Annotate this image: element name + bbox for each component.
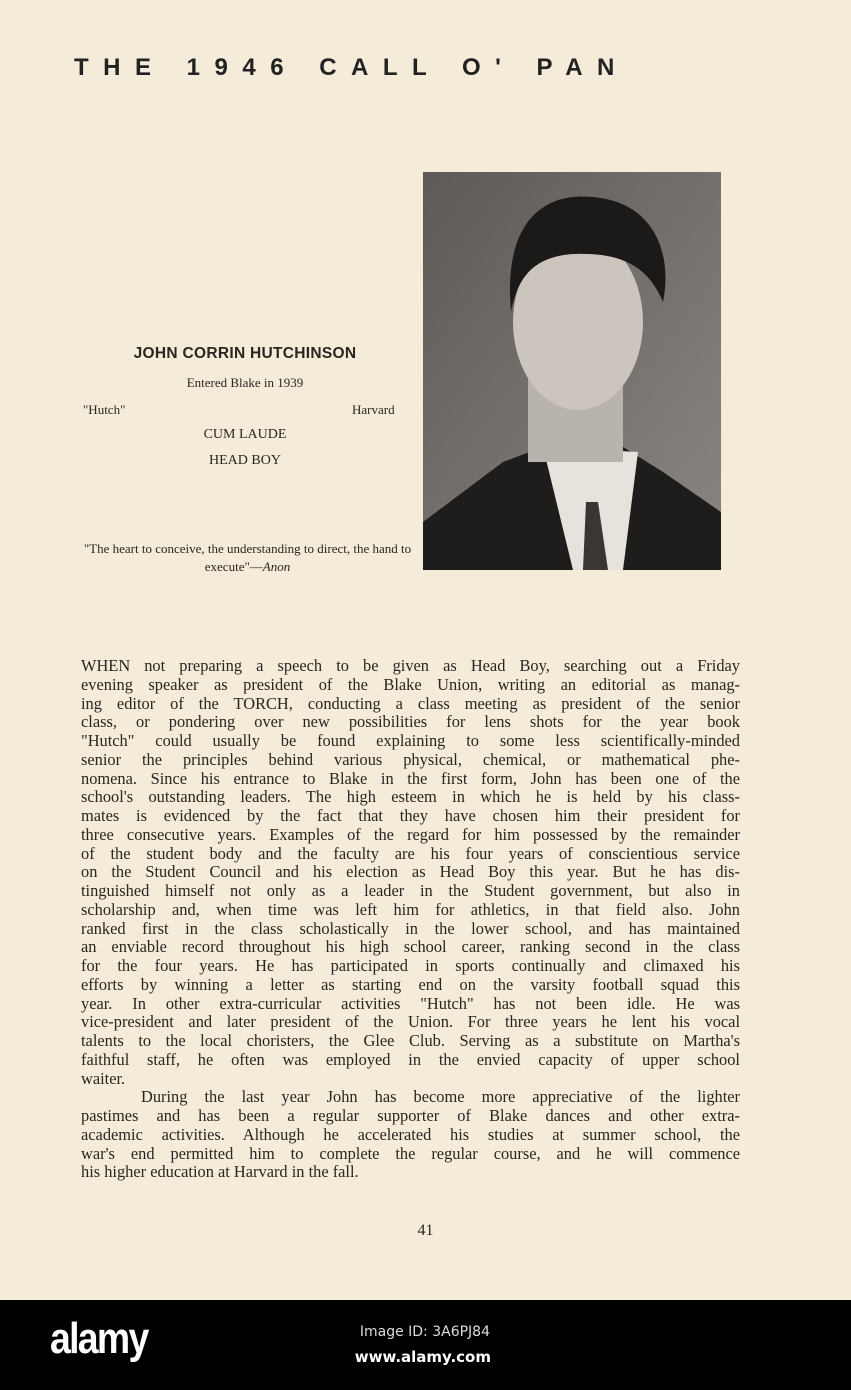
text-line: his higher education at Harvard in the fall. [81, 1162, 359, 1182]
quote-text: "The heart to conceive, the understanding to direct, the hand to execute"— [83, 541, 412, 574]
text-line: of the student body and the faculty are his four years of conscientious service [81, 843, 740, 863]
watermark-footer [0, 1300, 851, 1390]
text-line: evening speaker as president of the Blake Union, writing an editorial as manag- [81, 674, 740, 694]
portrait-silhouette [423, 172, 721, 570]
quote-author: Anon [262, 559, 291, 574]
text-line: waiter. [81, 1068, 126, 1088]
text-line: "Hutch" could usually be found explaining to some less scientifically-minded [81, 731, 740, 750]
text-line: school's outstanding leaders. The high esteem in which he is held by his class- [81, 787, 740, 807]
entered-year: Entered Blake in 1939 [186, 375, 304, 390]
image-id: Image ID: 3A6PJ84 [359, 1324, 490, 1340]
text-line: war's end permitted him to complete the regular course, and he will commence [81, 1143, 740, 1163]
text-line: faithful staff, he often was employed in the envied capacity of upper school [81, 1049, 740, 1069]
text-line: an enviable record throughout his high school career, ranking second in the class [81, 937, 740, 957]
text-line: academic activities. Although he accelerated his studies at summer school, the [81, 1124, 740, 1144]
portrait-photo [423, 172, 721, 570]
text-line: talents to the local choristers, the Glee Club. Serving as a substitute on Martha's [81, 1031, 740, 1050]
text-line: ranked first in the class scholastically in the lower school, and has maintained [81, 918, 740, 938]
alamy-logo: alamy [50, 1314, 148, 1363]
text-line: scholarship and, when time was left him for athletics, in that field also. John [81, 899, 740, 919]
text-line: WHEN not preparing a speech to be given as Head Boy, searching out a Friday [81, 656, 740, 675]
honor-head-boy: HEAD BOY [209, 453, 281, 468]
text-line: for the four years. He has participated in sports continually and climaxed his [81, 956, 740, 975]
site-url[interactable]: www.alamy.com [354, 1348, 491, 1366]
biography-text [81, 657, 740, 1182]
page-number: 41 [417, 1222, 434, 1239]
text-line: ing editor of the TORCH, conducting a class meeting as president of the senior [81, 693, 740, 713]
text-line: senior the principles behind various physical, chemical, or mathematical phe- [81, 749, 740, 769]
college: Harvard [352, 402, 395, 417]
text-line: class, or pondering over new possibilities for lens shots for the year book [81, 712, 740, 732]
running-head: THE 1946 CALL O' PAN [74, 54, 629, 81]
text-line: During the last year John has become more appreciative of the lighter [141, 1087, 740, 1107]
senior-quote [80, 540, 415, 576]
student-name: JOHN CORRIN HUTCHINSON [133, 345, 357, 362]
text-line: pastimes and has been a regular supporter of Blake dances and other extra- [81, 1106, 740, 1125]
text-line: mates is evidenced by the fact that they have chosen him their president for [81, 806, 740, 825]
text-line: three consecutive years. Examples of the regard for him possessed by the remainder [81, 824, 740, 844]
text-line: efforts by winning a letter as starting end on the varsity football squad this [81, 974, 740, 994]
text-line: on the Student Council and his election as Head Boy this year. But he has dis- [81, 862, 740, 882]
text-line: vice-president and later president of the Union. For three years he lent his vocal [81, 1012, 740, 1032]
text-line: tinguished himself not only as a leader in the Student government, but also in [81, 881, 740, 900]
text-line: year. In other extra-curricular activities "Hutch" has not been idle. He was [81, 993, 740, 1013]
honor-cum-laude: CUM LAUDE [203, 427, 287, 442]
text-line: nomena. Since his entrance to Blake in the first form, John has been one of the [81, 768, 740, 788]
nickname: "Hutch" [83, 402, 126, 417]
